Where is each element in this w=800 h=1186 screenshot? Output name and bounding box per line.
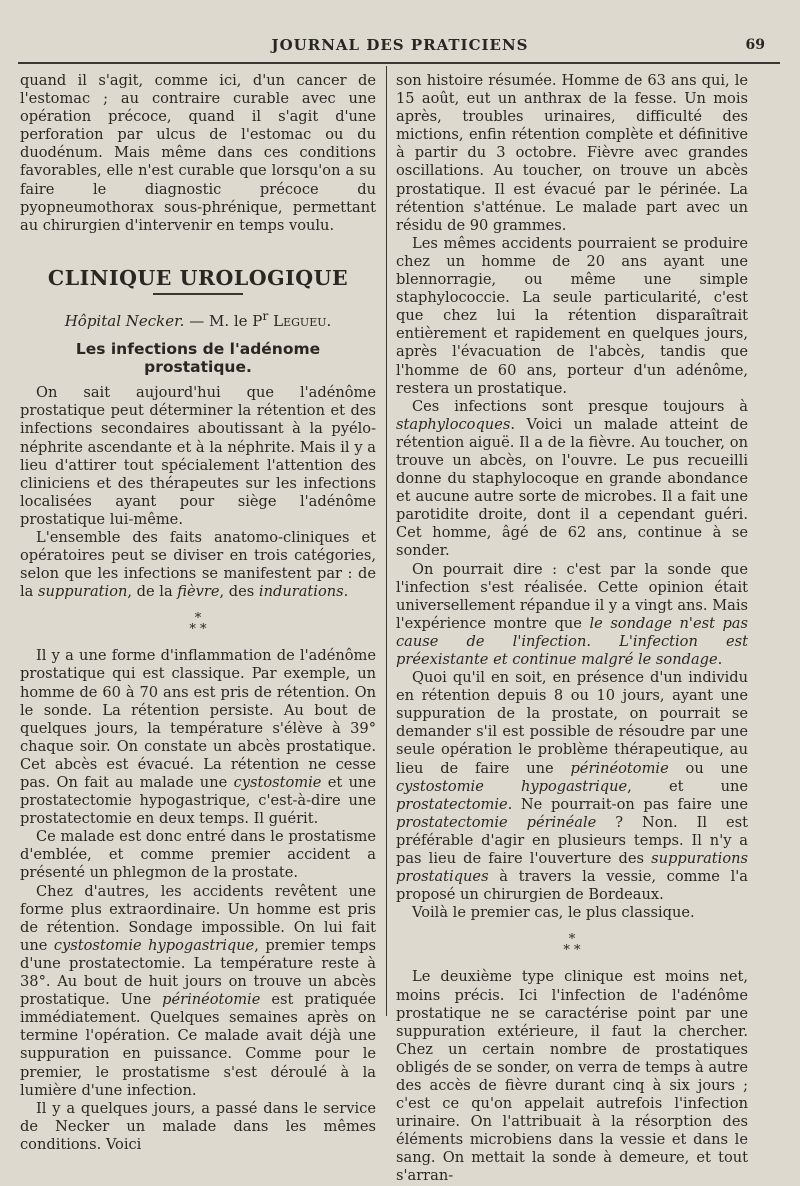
paragraph-5	[20, 883, 376, 1100]
paragraph-r1: son histoire résumée. Homme de 63 ans qui, le 15 août, eut un anthrax de la fesse. Un mois après, troubles urinaires, difficulté des mictions, enfin rétention complète et définitive à partir du 3 octobre. Fièvre avec grandes oscillations. Au toucher, on trouve un abcès prostatique. Il est évacué par le périnée. La rétention s'atténue. Le malade part avec un résidu de 90 grammes.	[396, 72, 748, 234]
text-run: .	[343, 583, 349, 601]
paragraph-3	[20, 647, 376, 828]
text-run: Il y a une forme d'inflammation de l'adénôme prostatique qui est classique. Par exemple, un homme de 60 à 70 ans est pris de rétention. On le sonde. La rétention persiste. Au bout de quelques jours, la température s'élève à 39° chaque soir. On constate un abcès prostatique. Cet abcès est évacué. La rétention ne cesse pas. On fait au malade une	[20, 647, 376, 791]
author-name: Legueu.	[268, 311, 332, 330]
hospital-name: Hôpital Necker.	[64, 311, 185, 330]
emphasis: cystostomie hypogastrique	[53, 936, 255, 954]
emphasis: prostatectomie	[396, 795, 508, 813]
emphasis: périnéotomie	[162, 991, 261, 1009]
text-run: , et une	[627, 777, 749, 795]
emphasis: cystostomie	[233, 774, 322, 791]
paragraph-1: On sait aujourd'hui que l'adénôme prostatique peut déterminer la rétention et des infections secondaires aboutissant à la pyélo-néphrite ascendante et à la néphrite. Mais il y a lieu d'attirer tout spécialement l'attention des cliniciens et des thérapeutes sur les infections localisées ayant pour siège l'adénôme prostatique lui-même.	[20, 384, 376, 528]
emphasis: prostatectomie périnéale	[396, 813, 597, 831]
paragraph-6: Il y a quelques jours, a passé dans le service de Necker un malade dans les mêmes conditions. Voici	[20, 1099, 376, 1153]
emphasis: indurations	[258, 583, 344, 601]
page-number: 69	[745, 37, 765, 53]
text-run: est pratiquée immédiatement. Quelques semaines après on termine l'opération. Ce malade avait déjà une suppuration en puissance. Comme pour le premier, le prostatisme s'est déroulé à la lumière d'une infection.	[20, 991, 376, 1099]
asterism	[20, 611, 376, 638]
text-run: à travers la vessie, comme l'a proposé un chirurgien de Bordeaux.	[396, 868, 748, 904]
journal-title: JOURNAL DES PRATICIENS	[271, 36, 529, 54]
emphasis: le sondage n'est pas cause de l'infection. L'infection est préexistante et continue malgré le sondage	[396, 614, 748, 668]
text-run: . Ne pourrait-on pas faire une	[507, 795, 748, 813]
paragraph-r4	[396, 561, 748, 670]
running-header	[0, 36, 800, 60]
emphasis: fièvre	[177, 583, 220, 601]
emphasis: staphylocoques	[396, 415, 511, 433]
text-run: , premier temps d'une prostatectomie. La température reste à 38°. Au bout de huit jours on trouve un abcès prostatique. Une	[20, 936, 376, 1009]
text-run: .	[717, 651, 723, 668]
emphasis: suppurations prostatiques	[396, 850, 748, 886]
section-rule	[153, 293, 243, 295]
section-title: CLINIQUE UROLOGIQUE	[47, 265, 349, 290]
text-run: L'ensemble des faits anatomo-cliniques et opératoires peut se diviser en trois catégories, selon que les infections se manifestent par : de la	[20, 528, 376, 601]
hospital-sup: r	[262, 307, 269, 323]
asterism-bottom: * *	[189, 622, 207, 638]
hospital-dash: — M. le P	[184, 311, 263, 330]
hospital-line	[20, 307, 376, 330]
text-run: On pourrait dire : c'est par la sonde que l'infection s'est réalisée. Cette opinion était universellement répandue il y a vingt ans. Mais l'expérience montre que	[396, 560, 748, 632]
paragraph-4: Ce malade est donc entré dans le prostatisme d'emblée, et comme premier accident a présenté un phlegmon de la prostate.	[20, 828, 376, 882]
emphasis: périnéotomie	[570, 759, 669, 777]
emphasis: cystostomie hypogastrique	[396, 777, 628, 795]
paragraph-2	[20, 529, 376, 601]
paragraph-r3	[396, 398, 748, 561]
header-rule	[18, 62, 780, 64]
paragraph-r6: Voilà le premier cas, le plus classique.	[412, 904, 695, 922]
asterism-bottom: * *	[563, 943, 581, 959]
text-run: et une prostatectomie hypogastrique, c'est-à-dire une prostatectomie en deux temps. Il guérit.	[20, 774, 376, 828]
text-run: , des	[219, 583, 259, 601]
paragraph-r7: Le deuxième type clinique est moins net, moins précis. Ici l'infection de l'adénôme prostatique ne se caractérise point par une suppuration extérieure, il faut la chercher. Chez un certain nombre de prostatiques obligés de se sonder, on verra de temps à autre des accès de fièvre durant cinq à six jours ; c'est ce qu'on appelait autrefois l'infection urinaire. On l'attribuait à la résorption des éléments microbiens dans la vessie et dans le sang. On mettait la sonde à demeure, et tout s'arran-	[396, 968, 748, 1185]
emphasis: suppuration	[38, 583, 128, 601]
asterism-top: *	[194, 611, 202, 627]
right-column	[396, 72, 748, 1186]
text-run: . Voici un malade atteint de rétention aiguë. Il a de la fièvre. Au toucher, on trouve un abcès, on l'ouvre. Le pus recueilli donne du staphylocoque en grande abondance et aucune autre sorte de microbes. Il a fait une parotidite droite, dont il a cependant guéri. Cet homme, âgé de 62 ans, continue à se sonder.	[396, 415, 748, 560]
text-run: , de la	[127, 583, 178, 601]
paragraph-r2: Les mêmes accidents pourraient se produire chez un homme de 20 ans ayant une blennorragie, ou même une simple staphylococcie. La seule particularité, c'est que chez lui la rétention disparaîtrait entièrement et rapidement en quelques jours, après l'évacuation de l'abcès, tandis que l'homme de 60 ans, porteur d'un adénôme, restera un prostatique.	[396, 234, 748, 397]
article-title: Les infections de l'adénome prostatique.	[75, 340, 321, 377]
text-run: ? Non. Il est préférable d'agir en plusieurs temps. Il n'y a pas lieu de faire l'ouverture des	[396, 813, 748, 868]
paragraph-r5	[396, 669, 748, 904]
text-run: Chez d'autres, les accidents revêtent une forme plus extraordinaire. Un homme est pris de rétention. Sondage impossible. On lui fait une	[20, 882, 376, 954]
column-divider	[386, 66, 387, 1016]
asterism	[396, 932, 748, 959]
intro-paragraph: quand il s'agit, comme ici, d'un cancer de l'estomac ; au contraire curable avec une opération précoce, quand il s'agit d'une perforation par ulcus de l'estomac ou du duodénum. Mais même dans ces conditions favorables, elle n'est curable que lorsqu'on a su faire le diagnostic précoce du pyopneumothorax sous-phrénique, permettant au chirurgien d'intervenir en temps voulu.	[20, 72, 376, 234]
asterism-top: *	[568, 932, 576, 948]
text-run: Ces infections sont presque toujours à	[412, 397, 748, 415]
left-column	[20, 72, 376, 1154]
text-run: Quoi qu'il en soit, en présence d'un individu en rétention depuis 8 ou 10 jours, ayant une suppuration de la prostate, on pourrait se demander s'il est possible de résoudre par une seule opération le problème thérapeutique, au lieu de faire une	[396, 669, 748, 777]
text-run: ou une	[668, 759, 748, 777]
